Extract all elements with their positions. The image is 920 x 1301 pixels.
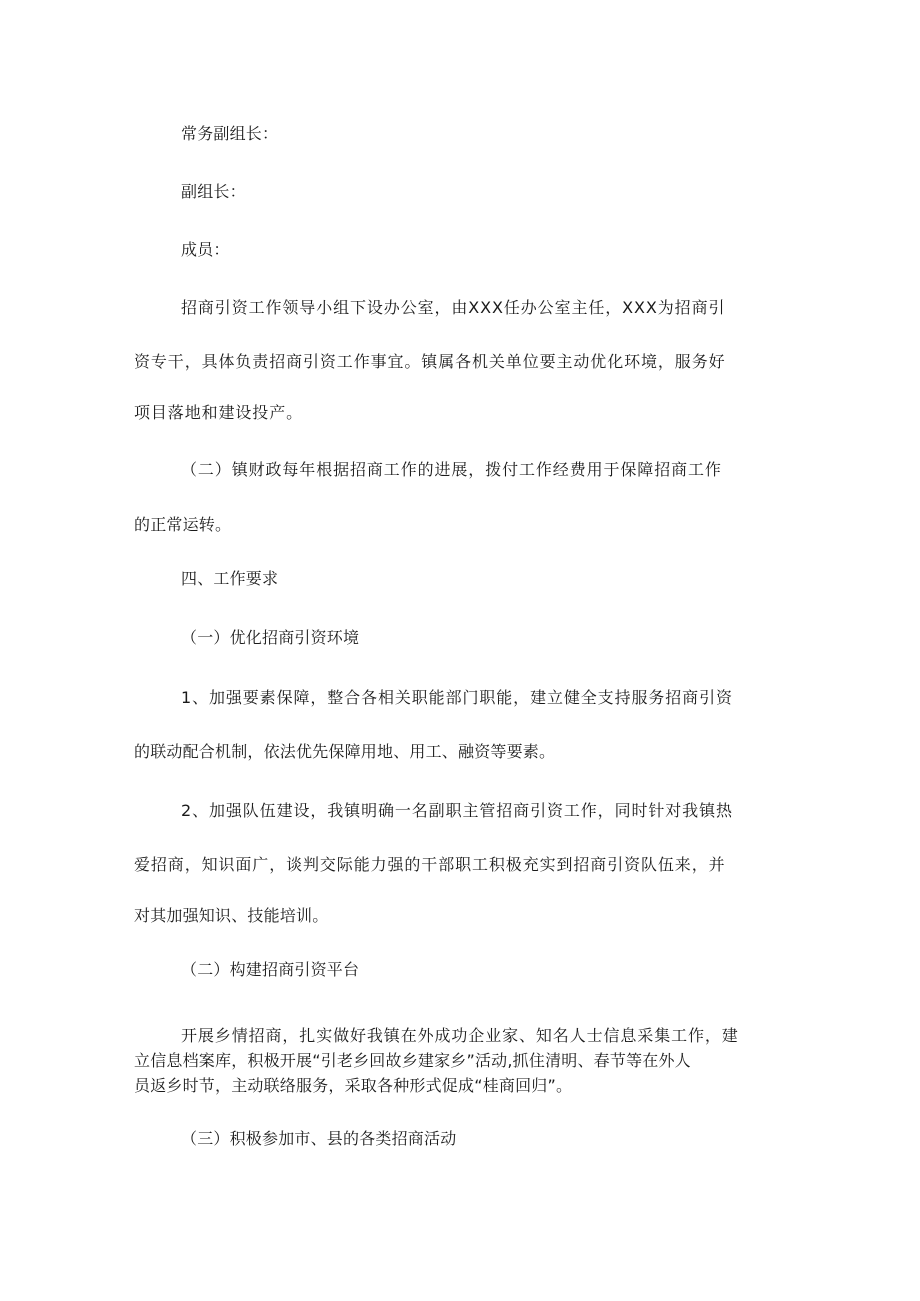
item-1-line-2: 的联动配合机制，依法优先保障用地、用工、融资等要素。 bbox=[134, 742, 556, 761]
item-2-line-2: 爱招商，知识面广，谈判交际能力强的干部职工积极充实到招商引资队伍来，并 bbox=[134, 855, 726, 874]
item-2-line-3: 对其加强知识、技能培训。 bbox=[134, 906, 329, 925]
paragraph-hometown-line-2: 立信息档案库，积极开展“引老乡回故乡建家乡”活动,抓住清明、春节等在外人 bbox=[134, 1051, 691, 1070]
section-heading-work-requirements: 四、工作要求 bbox=[181, 569, 279, 588]
paragraph-finance-line-2: 的正常运转。 bbox=[134, 515, 232, 534]
vice-leader-label: 副组长： bbox=[181, 182, 246, 201]
paragraph-office-line-3: 项目落地和建设投产。 bbox=[134, 403, 304, 422]
paragraph-office-line-1: 招商引资工作领导小组下设办公室，由XXX任办公室主任，XXX为招商引 bbox=[181, 298, 726, 317]
vice-leader-executive-label: 常务副组长： bbox=[181, 124, 279, 143]
item-2-line-1: 2、加强队伍建设，我镇明确一名副职主管招商引资工作，同时针对我镇热 bbox=[181, 801, 733, 820]
paragraph-hometown-line-1: 开展乡情招商，扎实做好我镇在外成功企业家、知名人士信息采集工作，建 bbox=[181, 1026, 739, 1045]
subheading-build-platform: （二）构建招商引资平台 bbox=[181, 960, 360, 979]
item-1-line-1: 1、加强要素保障，整合各相关职能部门职能，建立健全支持服务招商引资 bbox=[181, 688, 733, 707]
subheading-optimize-environment: （一）优化招商引资环境 bbox=[181, 628, 360, 647]
subheading-participate-activities: （三）积极参加市、县的各类招商活动 bbox=[181, 1129, 457, 1148]
paragraph-office-line-2: 资专干，具体负责招商引资工作事宜。镇属各机关单位要主动优化环境，服务好 bbox=[134, 352, 726, 371]
members-label: 成员： bbox=[181, 240, 230, 259]
paragraph-finance-line-1: （二）镇财政每年根据招商工作的进展，拨付工作经费用于保障招商工作 bbox=[181, 460, 722, 479]
paragraph-hometown-line-3: 员返乡时节，主动联络服务，采取各种形式促成“桂商回归”。 bbox=[134, 1076, 573, 1095]
